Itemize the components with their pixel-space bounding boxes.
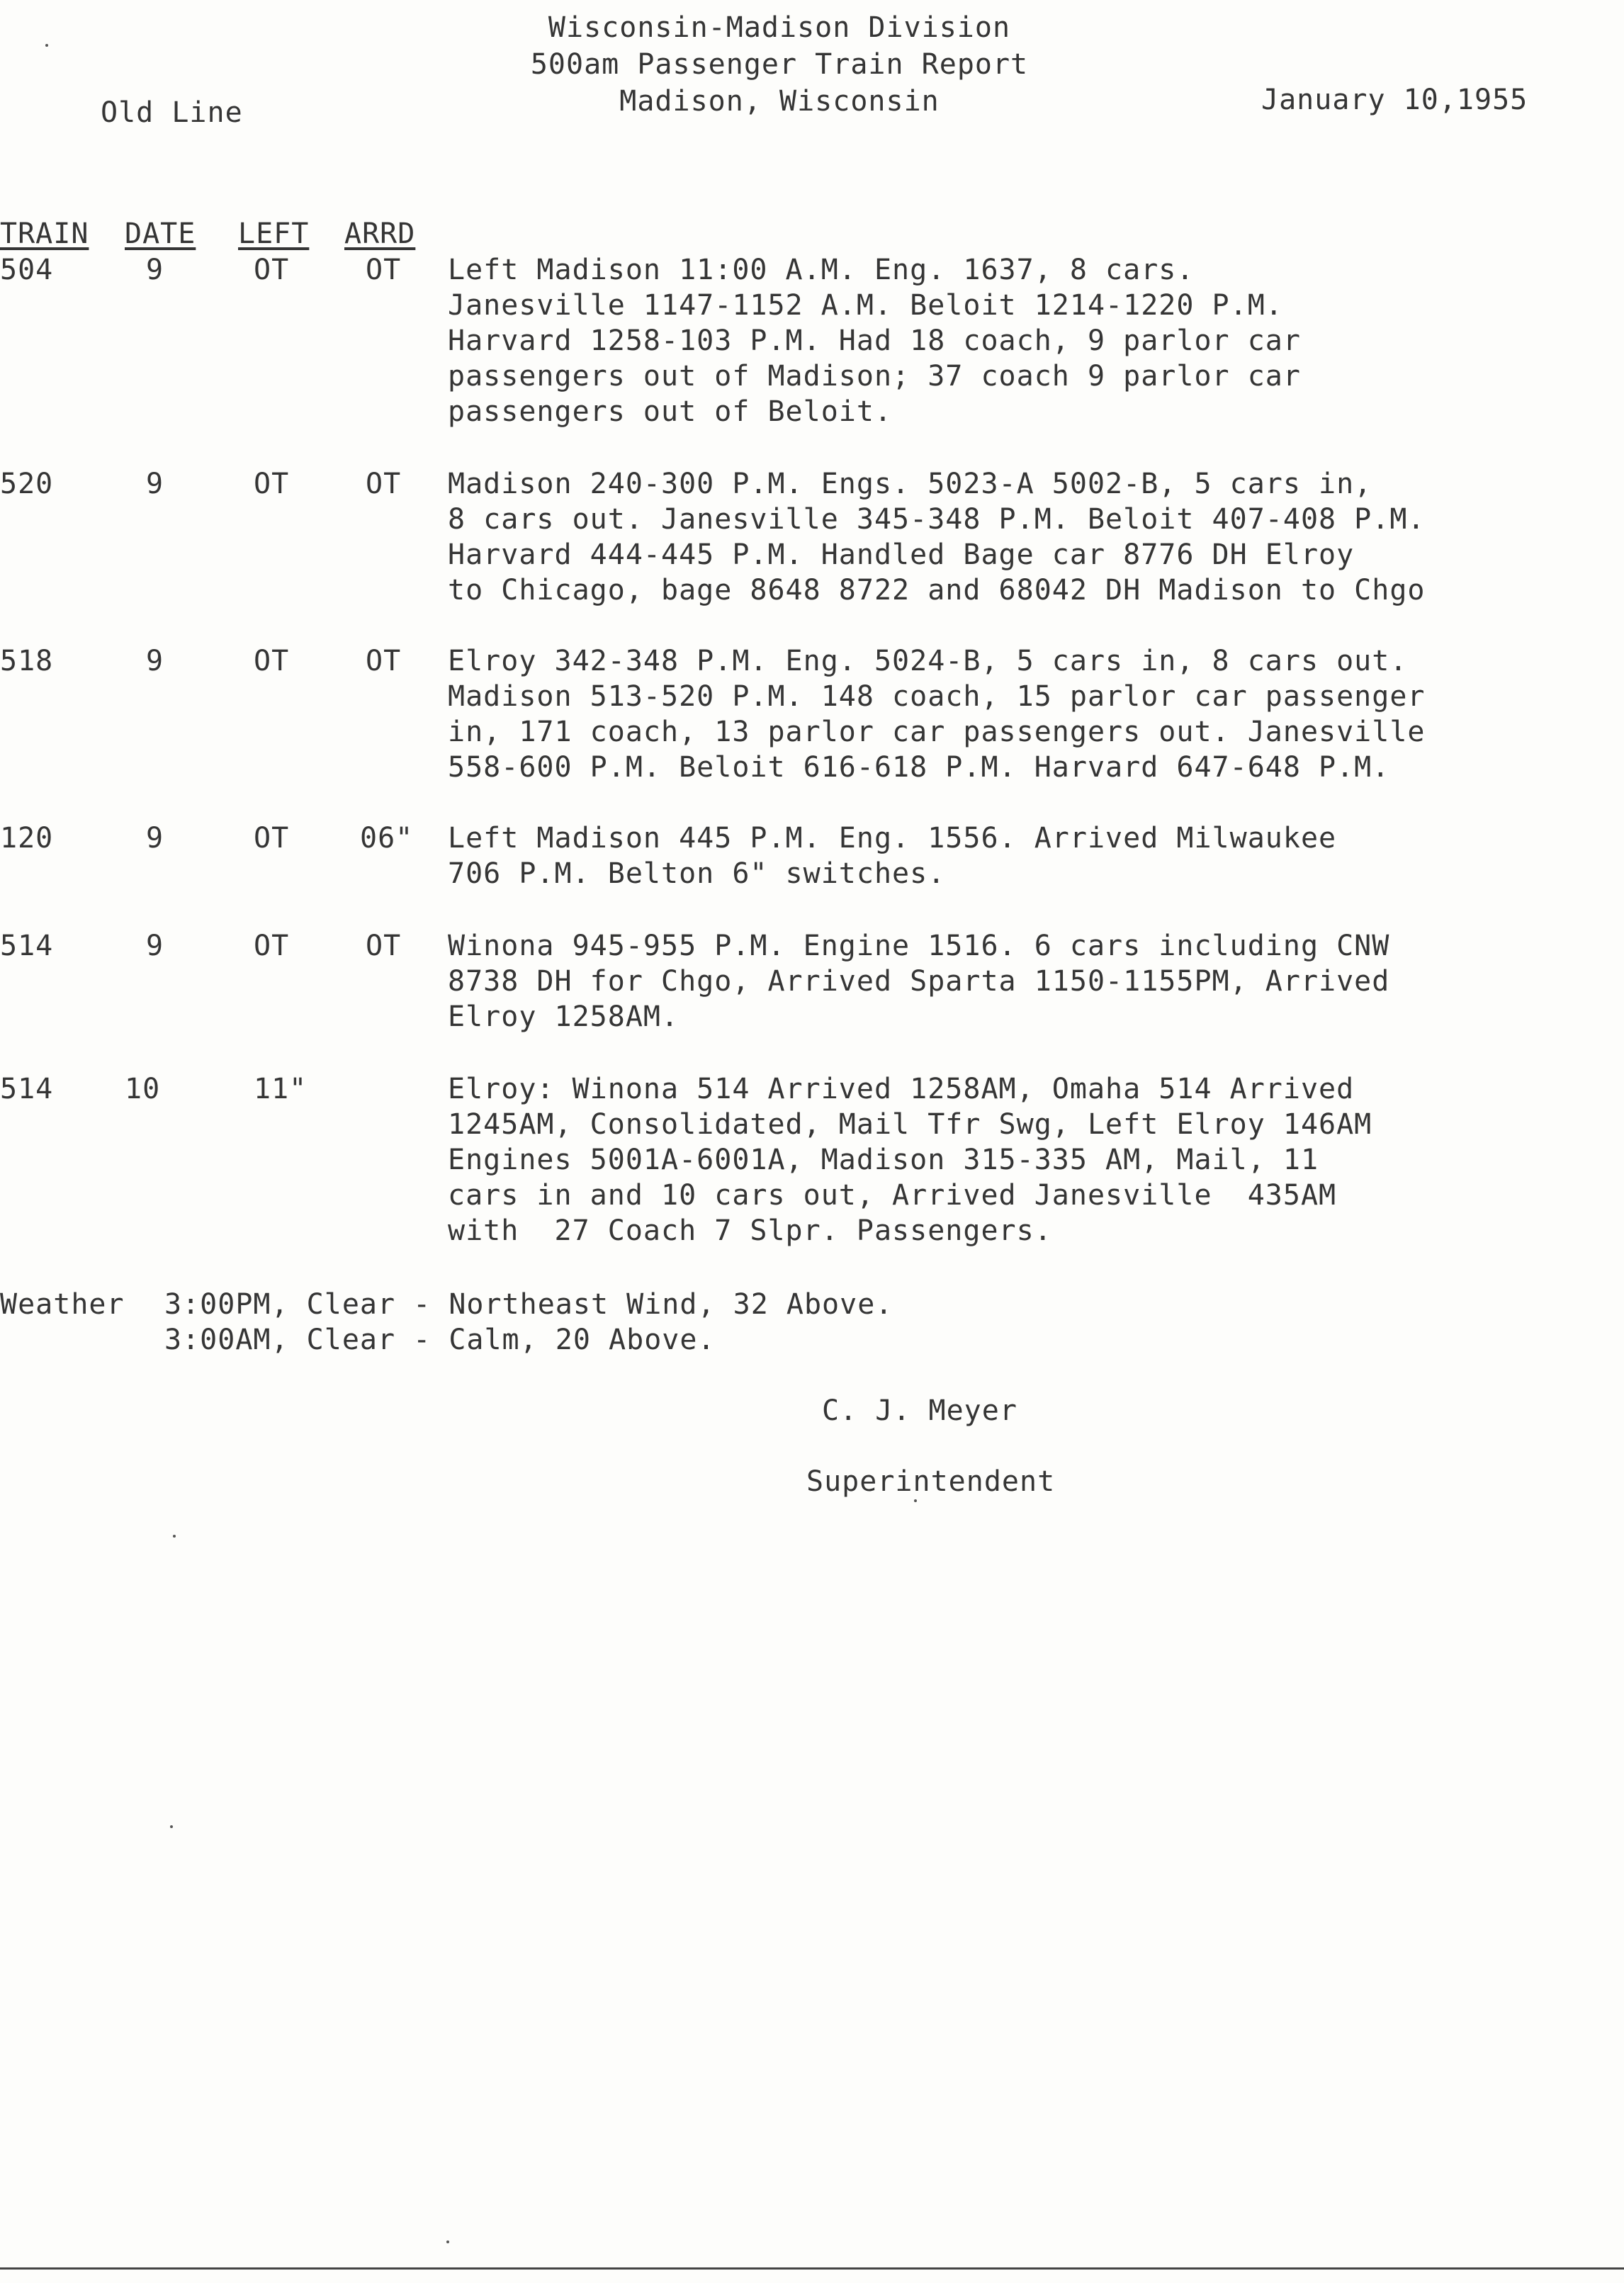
train-date: 9	[146, 254, 164, 286]
train-remarks: Elroy: Winona 514 Arrived 1258AM, Omaha 514 Arrived 1245AM, Consolidated, Mail Tfr Swg, Left Elroy 146AM Engines 5001A-6001A, Madison 315-335 AM, Mail, 11 cars in and 10 cars out, Arrived Janesville 435AM with 27 Coach 7 Slpr. Passengers.	[448, 1073, 1372, 1247]
table-row	[0, 1071, 1624, 1319]
page-bottom-edge	[0, 2267, 1624, 2270]
train-left: OT	[254, 930, 290, 962]
weather-label: Weather	[0, 1288, 125, 1321]
table-row	[0, 252, 1624, 500]
weather-line-2: 3:00AM, Clear - Calm, 20 Above.	[164, 1324, 716, 1356]
train-number: 504	[0, 254, 54, 286]
division-title: Wisconsin-Madison Division	[548, 11, 1011, 44]
column-header-arrd: ARRD	[344, 218, 416, 250]
train-date: 9	[146, 468, 164, 500]
scan-speck	[45, 44, 48, 47]
train-date: 9	[146, 930, 164, 962]
scan-speck	[170, 1825, 173, 1828]
train-date: 10	[125, 1073, 161, 1105]
column-header-left: LEFT	[238, 218, 310, 250]
report-location: Madison, Wisconsin	[619, 85, 940, 118]
train-remarks: Winona 945-955 P.M. Engine 1516. 6 cars including CNW 8738 DH for Chgo, Arrived Sparta 1150-1155PM, Arrived Elroy 1258AM.	[448, 930, 1390, 1033]
train-arrd: 06"	[360, 822, 414, 855]
line-label: Old Line	[101, 96, 243, 129]
scan-speck	[446, 2240, 449, 2243]
train-left: OT	[254, 822, 290, 855]
column-header-train: TRAIN	[0, 218, 89, 250]
train-date: 9	[146, 822, 164, 855]
train-left: OT	[254, 468, 290, 500]
train-remarks: Elroy 342-348 P.M. Eng. 5024-B, 5 cars in, 8 cars out. Madison 513-520 P.M. 148 coach, 15 parlor car passenger in, 171 coach, 13 parlor car passengers out. Janesville 558-600 P.M. Beloit 616-618 P.M. Harvard 647-648 P.M.	[448, 645, 1426, 784]
train-remarks: Left Madison 11:00 A.M. Eng. 1637, 8 cars. Janesville 1147-1152 A.M. Beloit 1214-1220 P.M. Harvard 1258-103 P.M. Had 18 coach, 9 parlor car passengers out of Madison; 37 coach 9 parlor car passengers out of Beloit.	[448, 254, 1301, 428]
train-number: 120	[0, 822, 54, 855]
train-arrd: OT	[366, 930, 402, 962]
train-left: OT	[254, 254, 290, 286]
train-arrd: OT	[366, 645, 402, 677]
train-remarks: Left Madison 445 P.M. Eng. 1556. Arrived Milwaukee 706 P.M. Belton 6" switches.	[448, 822, 1337, 890]
train-arrd: OT	[366, 468, 402, 500]
train-number: 514	[0, 1073, 54, 1105]
train-left: OT	[254, 645, 290, 677]
column-header-date: DATE	[125, 218, 196, 250]
scan-speck	[914, 1499, 917, 1502]
train-number: 514	[0, 930, 54, 962]
train-date: 9	[146, 645, 164, 677]
weather-line-1: 3:00PM, Clear - Northeast Wind, 32 Above.	[164, 1288, 893, 1321]
scan-speck	[173, 1535, 176, 1538]
signature-name: C. J. Meyer	[822, 1394, 1017, 1427]
train-remarks: Madison 240-300 P.M. Engs. 5023-A 5002-B, 5 cars in, 8 cars out. Janesville 345-348 P.M. Beloit 407-408 P.M. Harvard 444-445 P.M. Handled Bage car 8776 DH Elroy to Chicago, bage 8648 8722 and 68042 DH Madison to Chgo	[448, 468, 1426, 607]
train-left: 11"	[254, 1073, 308, 1105]
report-date: January 10,1955	[1261, 84, 1528, 116]
train-arrd: OT	[366, 254, 402, 286]
report-title: 500am Passenger Train Report	[530, 48, 1029, 81]
signature-title: Superintendent	[806, 1465, 1056, 1498]
train-number: 520	[0, 468, 54, 500]
train-number: 518	[0, 645, 54, 677]
